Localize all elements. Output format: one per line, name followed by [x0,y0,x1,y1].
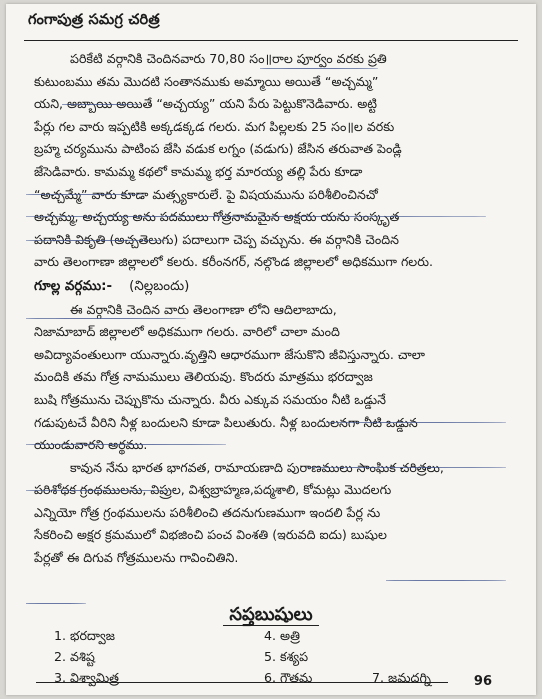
para1-line-4: పేర్లు గల వారు ఇప్పటికి అక్కడక్కడ గలరు. మగ పిల్లలకు 25 సం॥ల వరకు [34,118,395,134]
para1-line-6: జేసెడివారు. కామమ్మ కథలో కామమ్మ భర్త మారయ్య తల్లి పేరు కూడా [34,163,363,179]
pen-underline [386,580,506,581]
para1-line-9: పదానికి వికృతి (అచ్చతెలుగు) పదాలుగా చెప్ప వచ్చును. ఈ వర్గానికి చెందిన [34,231,399,247]
para3-line-2: పరిశోధక గ్రంథములను, విప్రుల, విశ్వబ్రాహ్మణ,పద్మశాలి, కోమట్లు మొదలగు [34,482,392,498]
para1-line-10: వారు తెలంగాణా జిల్లాలలో కలరు. కరీంనగర్, నల్గొండ జిల్లాలలో అధికముగా గలరు. [34,254,434,270]
para1-line-7: “అచ్చమ్మే” వారు కూడా మత్స్యకారులే. పై విషయమును పరిశీలించినచో [34,186,378,202]
para3-line-4: సేకరించి అక్షర క్రమములో విభజించి పంచ వింశతి (ఇరువది ఐదు) బుషుల [34,527,387,543]
para1-line-8: అచ్చమ్మ, అచ్చయ్య అను పదములు గోత్రనామమైన అక్షయ యను సంస్కృత [34,209,400,225]
para3-line-1: కావున నేను భారత భాగవత, రామాయణాది పురాణములు సాంఘిక చరిత్రలు, [70,459,444,475]
list-item: 6. గౌతమ [264,670,313,685]
para1-line-3: యని, అబ్బాయి అయితే “అచ్చయ్య” యని పేరు పెట్టుకొనెడివారు. అట్టి [34,96,378,112]
para2-line-3: అవిద్యావంతులుగా యున్నారు.వృత్తిని ఆధారముగా జేసుకొని జీవిస్తున్నారు. చాలా [34,346,425,362]
page-body [34,48,514,570]
header-rule [24,40,518,41]
para2-line-4: మందికి తమ గోత్ర నామములు తెలియవు. కొందరు మాత్రము భరద్వాజ [34,369,373,385]
para1-line-1: పరికేటి వర్గానికి చెందినవారు 70,80 సం॥రాల పూర్వం వరకు ప్రతి [70,51,387,66]
heading-note: (నిల్లబందు) [129,278,190,294]
para1-line-2: కుటుంబము తమ మొదటి సంతానముకు అమ్మాయి అయితే “అచ్చమ్మ” [34,73,379,89]
para2-line-5: బుషి గోత్రమును చెప్పుకొను చున్నారు. వీరు ఎక్కువ సమయం నీటి ఒడ్డునే [34,391,386,407]
list-item: 3. విశ్వామిత్ర [54,670,119,685]
list-row [54,646,496,667]
para2-line-1: ఈ వర్గానికి చెందిన వారు తెలంగాణా లోని ఆదిలాబాదు, [70,301,337,317]
list-row [54,625,496,646]
para1-line-5: బ్రహ్మ చర్యమును పాటింప జేసి వడుక లగ్నం (వడుగు) జేసిన తరువాత పెండ్లి [34,141,402,157]
running-head: గంగాపుత్ర సమగ్ర చరిత్ర [28,12,160,28]
para2-line-6: గడుపుటచే వీరిని నీళ్ల బందులని కూడా పిలుతురు. నీళ్ల బందులనగా నీటి ఒడ్డున [34,414,418,430]
list-item: 1. భరద్వాజ [54,628,116,643]
list-row [54,667,496,688]
list-item: 4. అత్రి [264,628,300,643]
book-page [6,4,536,695]
para2-line-7: యుండువారని అర్థము. [34,437,148,453]
list-item: 7. జమదగ్ని [372,670,432,685]
list-item [372,625,492,646]
para2-line-2: నిజామాబాద్ జిల్లాలలో అధికముగా గలరు. వారిలో చాలా మంది [34,324,340,340]
page-number: 96 [473,674,492,689]
para3-line-3: ఎన్నియో గోత్ర గ్రంథములను పరిశీలించి తదనుగుణముగా ఇందలి పేర్ల ను [34,504,381,520]
section-title-text: సప్తబుషులు [223,604,318,626]
para3-line-5: పేర్లతో ఈ దిగువ గోత్రములను గావించితిని. [34,550,239,566]
list-item [372,646,492,667]
footer-rule [36,682,448,683]
heading-term: గూల్ల వర్గము:- [34,278,113,294]
list-item: 5. కశ్యప [264,649,309,664]
rishi-list [54,625,496,688]
section-heading [34,276,514,299]
list-item: 2. వశిష్ట [54,649,95,664]
